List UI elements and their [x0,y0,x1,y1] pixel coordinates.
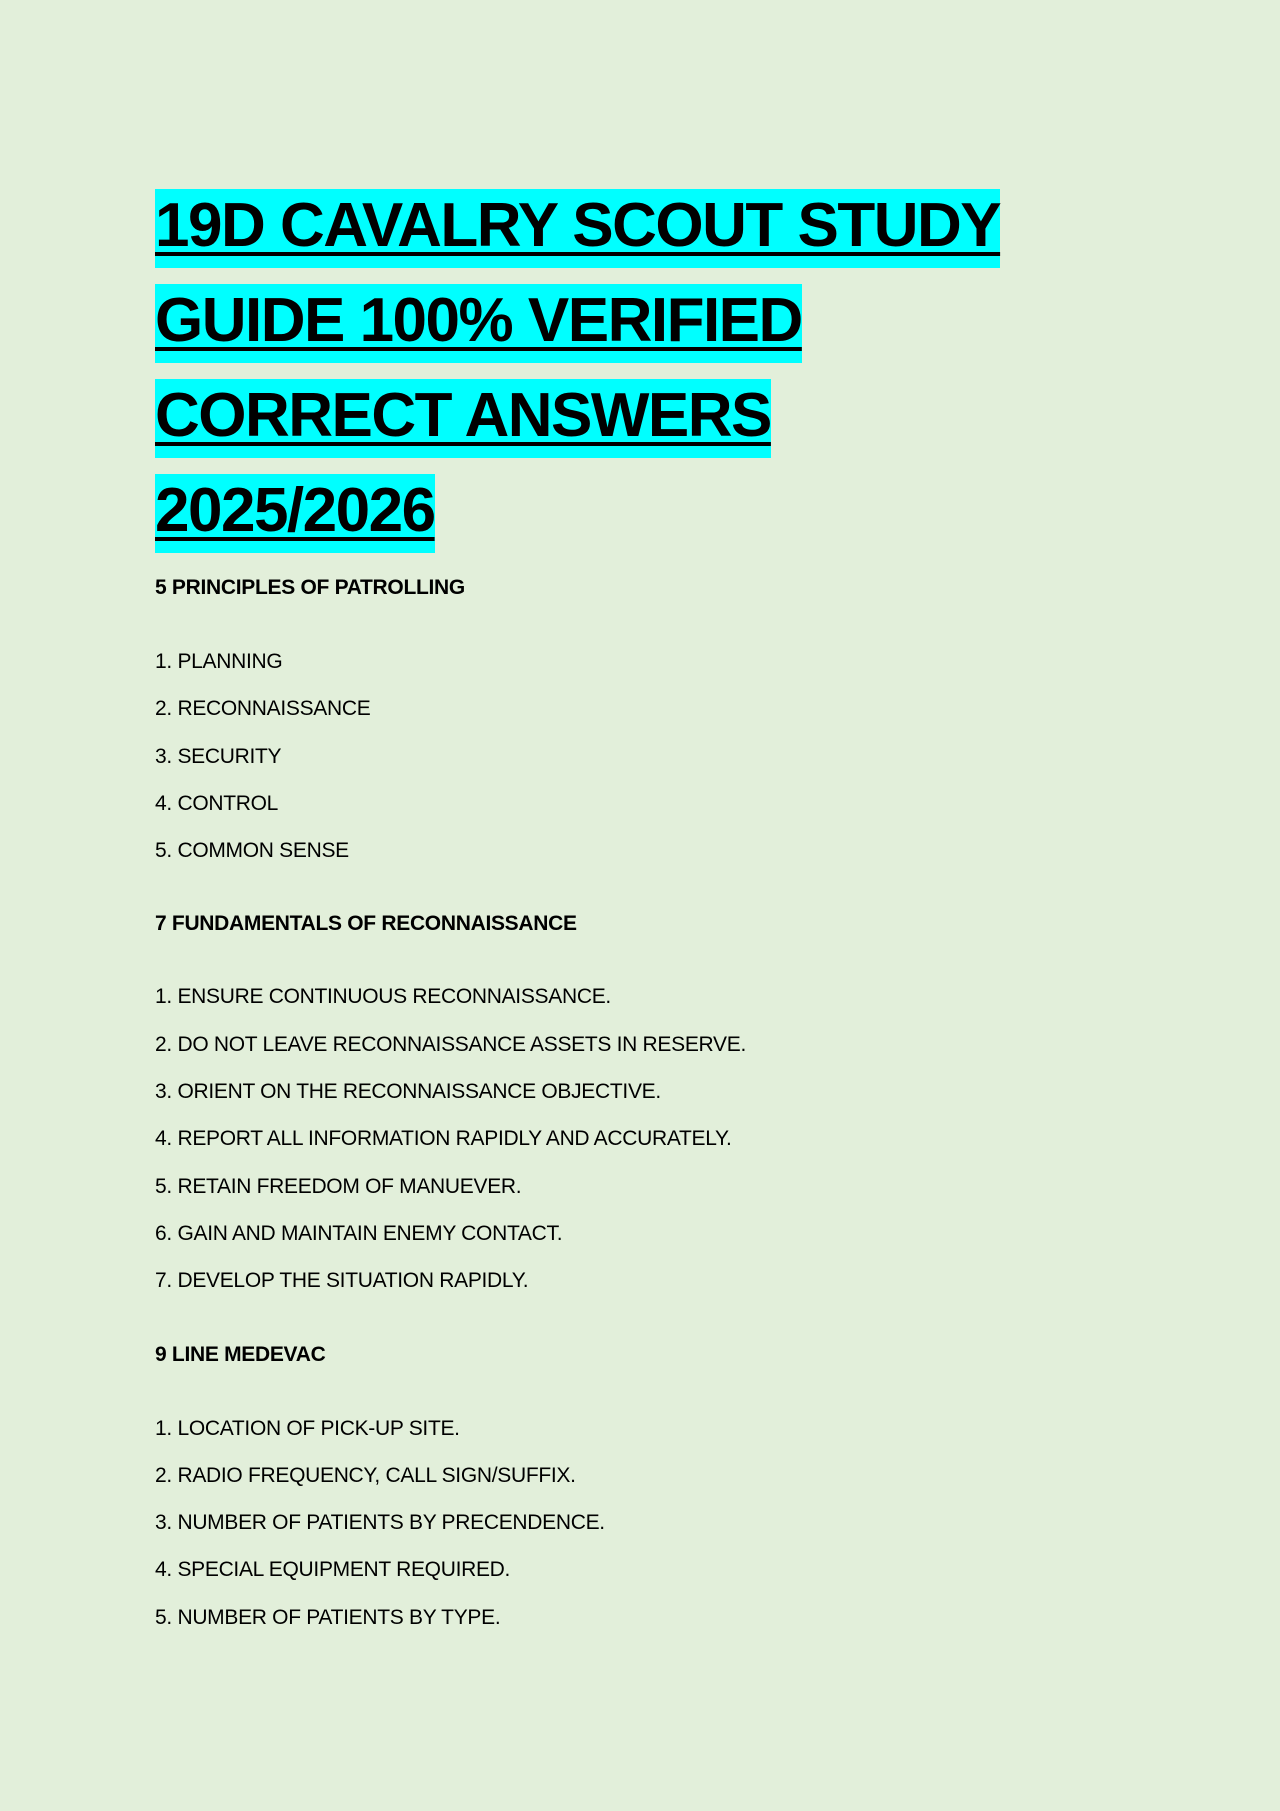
section-list [155,647,1115,883]
section-heading: 5 PRINCIPLES OF PATROLLING [155,576,465,599]
list-item: 1. LOCATION OF PICK-UP SITE. [155,1416,460,1440]
section-heading: 9 LINE MEDEVAC [155,1342,326,1366]
section-reconnaissance [155,909,1115,1313]
list-item: 5. RETAIN FREEDOM OF MANUEVER. [155,1174,522,1198]
title-line-3: CORRECT ANSWERS [155,368,1115,463]
section-patrolling [155,573,1115,883]
list-item: 3. ORIENT ON THE RECONNAISSANCE OBJECTIVE. [155,1080,661,1104]
list-item: 3. NUMBER OF PATIENTS BY PRECENDENCE. [155,1511,605,1535]
section-heading: 7 FUNDAMENTALS OF RECONNAISSANCE [155,912,577,936]
list-item: 3. SECURITY [155,744,282,768]
document-title [155,178,1115,558]
section-list [155,982,1115,1313]
list-item: 5. COMMON SENSE [155,839,349,863]
list-item: 4. CONTROL [155,791,279,815]
list-item: 7. DEVELOP THE SITUATION RAPIDLY. [155,1269,529,1293]
list-item: 6. GAIN AND MAINTAIN ENEMY CONTACT. [155,1221,563,1245]
title-line-4: 2025/2026 [155,463,1115,558]
list-item: 5. NUMBER OF PATIENTS BY TYPE. [155,1605,501,1629]
list-item: 1. ENSURE CONTINUOUS RECONNAISSANCE. [155,985,611,1009]
section-medevac [155,1340,1115,1650]
document-page [155,178,1115,1650]
list-item: 1. PLANNING [155,650,283,673]
list-item: 4. SPECIAL EQUIPMENT REQUIRED. [155,1558,511,1582]
list-item: 2. RADIO FREQUENCY, CALL SIGN/SUFFIX. [155,1463,576,1487]
title-line-2: GUIDE 100% VERIFIED [155,273,1115,368]
section-list [155,1414,1115,1650]
list-item: 4. REPORT ALL INFORMATION RAPIDLY AND ACCURATELY. [155,1127,732,1151]
list-item: 2. RECONNAISSANCE [155,697,371,721]
title-line-1: 19D CAVALRY SCOUT STUDY [155,178,1115,273]
list-item: 2. DO NOT LEAVE RECONNAISSANCE ASSETS IN RESERVE. [155,1032,746,1056]
